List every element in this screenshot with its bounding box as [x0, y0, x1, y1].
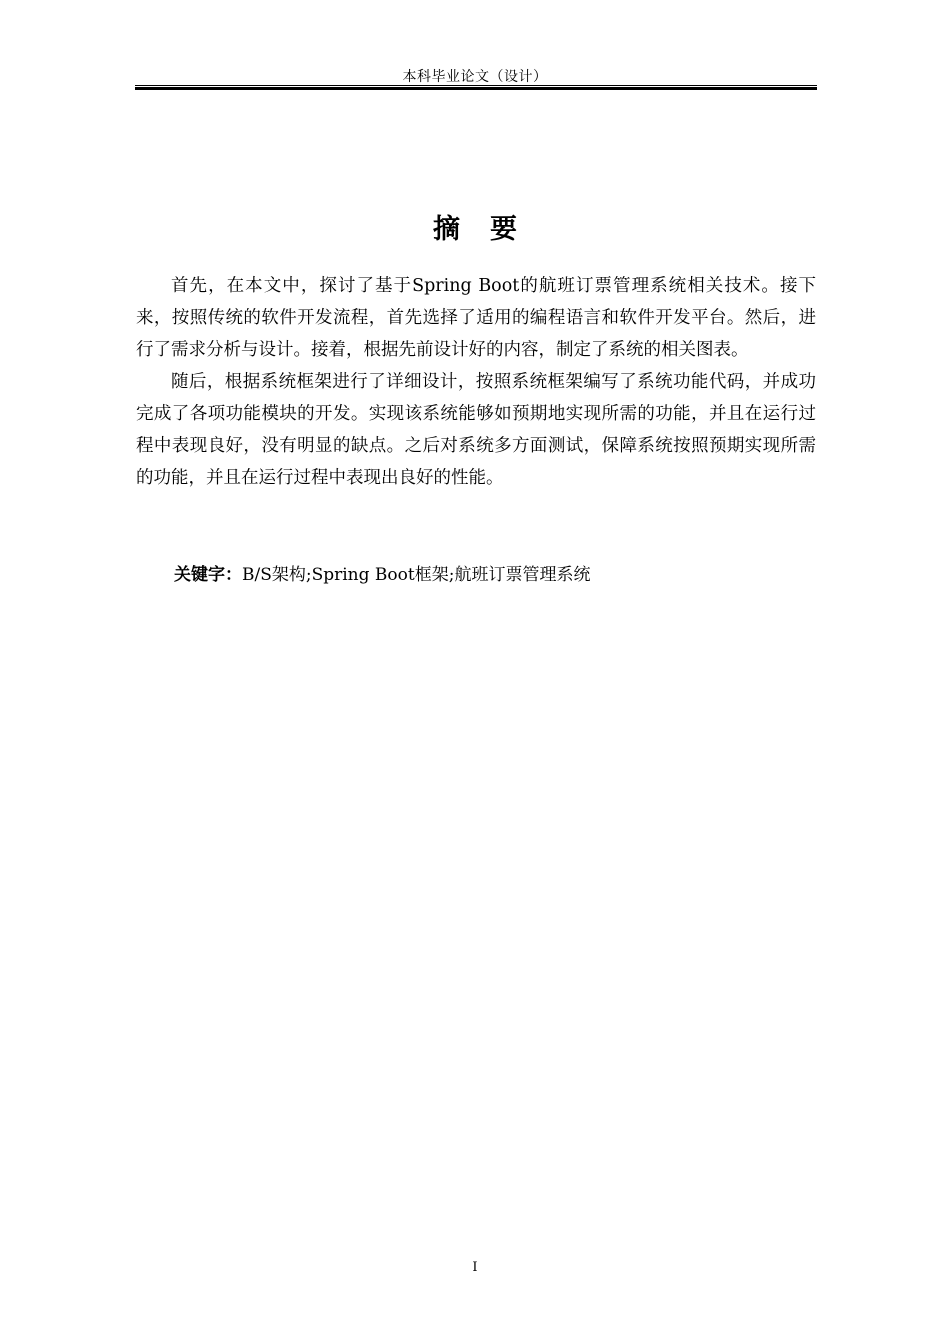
abstract-title: 摘要 — [433, 214, 547, 245]
header-rule-thick — [135, 87, 817, 90]
abstract-body — [136, 270, 816, 494]
keywords-value: B/S架构;Spring Boot框架;航班订票管理系统 — [242, 565, 591, 585]
page-header: 本科毕业论文（设计） — [402, 69, 548, 85]
abstract-paragraph: 随后，根据系统框架进行了详细设计，按照系统框架编写了系统功能代码，并成功完成了各项功能模块的开发。实现该系统能够如预期地实现所需的功能，并且在运行过程中表现良好，没有明显的缺点。之后对系统多方面测试，保障系统按照预期实现所需的功能，并且在运行过程中表现出良好的性能。 — [136, 372, 816, 488]
abstract-paragraph: 首先，在本文中，探讨了基于Spring Boot的航班订票管理系统相关技术。接下来，按照传统的软件开发流程，首先选择了适用的编程语言和软件开发平台。然后，进行了需求分析与设计。接着，根据先前设计好的内容，制定了系统的相关图表。 — [136, 276, 816, 360]
header-rule — [135, 85, 817, 86]
page-number: I — [472, 1260, 478, 1275]
keywords-label: 关键字： — [174, 565, 242, 585]
keywords-line — [174, 560, 814, 590]
